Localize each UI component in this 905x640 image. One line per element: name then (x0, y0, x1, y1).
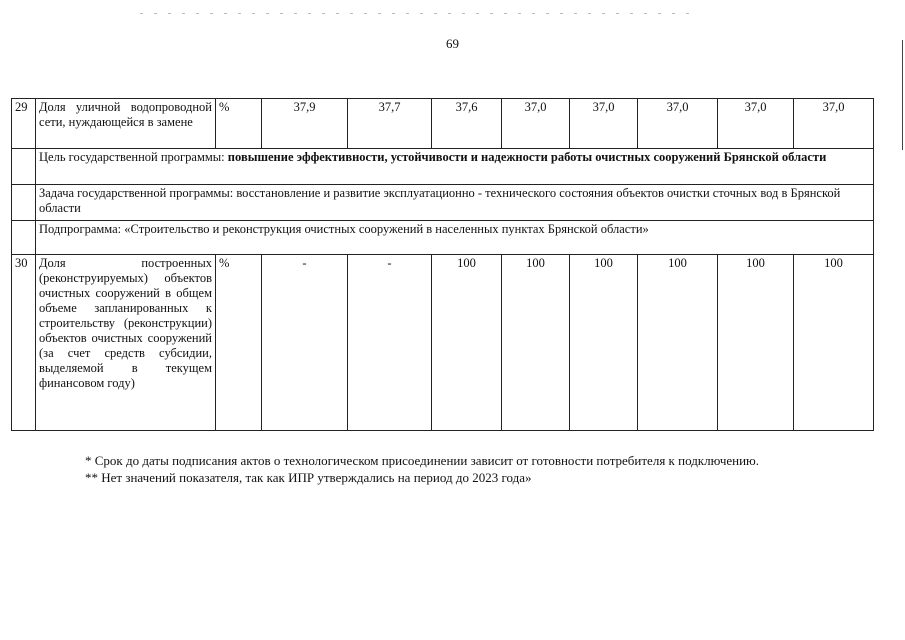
table-row (12, 99, 874, 149)
empty-cell (12, 185, 36, 221)
indicator-unit: % (216, 99, 262, 149)
row-number: 30 (12, 255, 36, 431)
indicator-value: 37,7 (348, 99, 432, 149)
subprogram-title: Подпрограмма: «Строительство и реконструкция очистных сооружений в населенных пунктах Брянской области» (36, 221, 874, 255)
page-number: 69 (446, 36, 459, 51)
program-goal-text: повышение эффективности, устойчивости и надежности работы очистных сооружений Брянской области (227, 150, 827, 164)
indicator-value: 100 (638, 255, 718, 431)
goal-row (12, 149, 874, 185)
row-number: 29 (12, 99, 36, 149)
indicator-value: 37,0 (502, 99, 570, 149)
footnotes (57, 452, 838, 486)
indicator-unit: % (216, 255, 262, 431)
scan-artifact-edge (902, 40, 903, 150)
subprogram-row (12, 221, 874, 255)
scan-artifact-top (140, 13, 700, 14)
indicators-table (11, 98, 874, 431)
task-row (12, 185, 874, 221)
indicator-name: Доля построенных (реконструируемых) объектов очистных сооружений в общем объеме запланированных к строительству (реконструкции) объектов очистных сооружений (за счет средств субсидии, выделяемой в текущем финансовом году) (36, 255, 216, 431)
footnote: * Срок до даты подписания актов о технологическом присоединении зависит от готовности потребителя к подключению. (85, 453, 760, 468)
program-goal-prefix: Цель государственной программы: (39, 150, 228, 164)
indicator-value: 100 (432, 255, 502, 431)
indicator-value: 37,0 (718, 99, 794, 149)
indicator-value: 100 (718, 255, 794, 431)
indicator-value: 37,0 (794, 99, 874, 149)
indicator-value: 37,9 (262, 99, 348, 149)
indicator-value: 37,0 (570, 99, 638, 149)
empty-cell (12, 221, 36, 255)
indicator-value: - (348, 255, 432, 431)
footnote: ** Нет значений показателя, так как ИПР утверждались на период до 2023 года» (85, 470, 532, 485)
indicator-value: 37,6 (432, 99, 502, 149)
indicator-value: 100 (794, 255, 874, 431)
table-row (12, 255, 874, 431)
indicator-value: 37,0 (638, 99, 718, 149)
empty-cell (12, 149, 36, 185)
program-goal (36, 149, 874, 185)
indicator-value: 100 (570, 255, 638, 431)
indicator-value: - (262, 255, 348, 431)
indicator-value: 100 (502, 255, 570, 431)
program-task: Задача государственной программы: восстановление и развитие эксплуатационно - технического состояния объектов очистки сточных вод в Брянской области (36, 185, 874, 221)
indicator-name: Доля уличной водопроводной сети, нуждающейся в замене (36, 99, 216, 149)
